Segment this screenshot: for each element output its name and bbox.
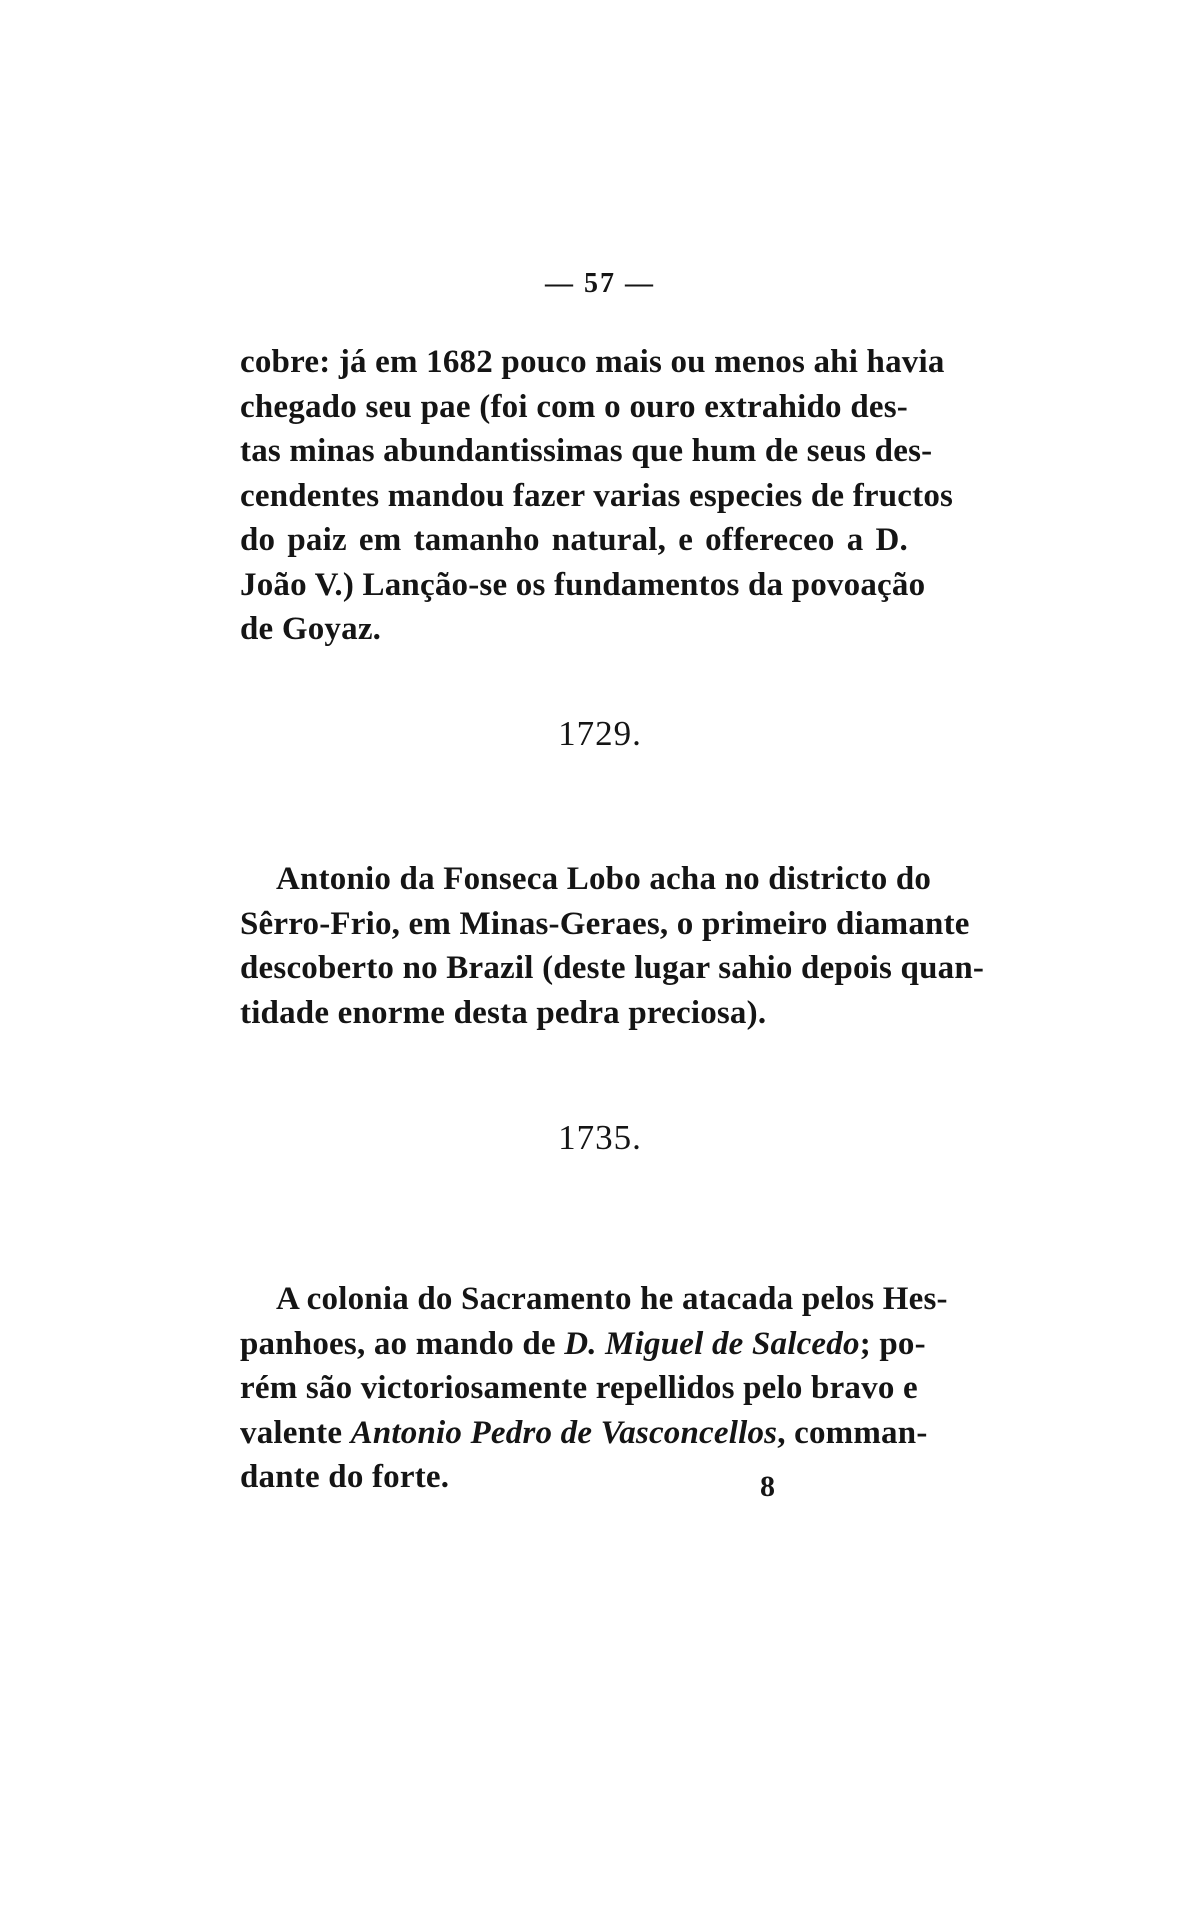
text-line: Antonio da Fonseca Lobo acha no districto do — [276, 861, 932, 897]
text-segment: panhoes, ao mando de — [240, 1325, 565, 1362]
text-line: dante do forte. — [240, 1459, 450, 1495]
paragraph-1735 — [240, 1277, 948, 1500]
year-heading-1735: 1735. — [558, 1118, 642, 1157]
text-line: cendentes mandou fazer varias especies de fructos — [240, 477, 954, 514]
person-name: Antonio Pedro de Vasconcellos — [350, 1414, 778, 1451]
person-name: D. Miguel de Salcedo — [564, 1325, 860, 1362]
text-line: tidade enorme desta pedra preciosa). — [240, 994, 767, 1031]
text-line: Sêrro-Frio, em Minas-Geraes, o primeiro diamante — [240, 905, 970, 942]
text-line: do paiz em tamanho natural, e offereceo a D. — [240, 522, 908, 558]
text-segment: , comman- — [777, 1414, 928, 1451]
text-line: A colonia do Sacramento he atacada pelos Hes- — [276, 1281, 948, 1317]
text-segment: ; po- — [859, 1325, 926, 1362]
text-line — [240, 1411, 928, 1456]
text-line: de Goyaz. — [240, 611, 382, 647]
text-line: chegado seu pae (foi com o ouro extrahido des- — [240, 388, 908, 425]
text-line — [240, 1322, 926, 1367]
year-heading-1729: 1729. — [558, 714, 642, 753]
page-number: — 57 — — [545, 268, 655, 299]
text-line: João V.) Lanção-se os fundamentos da povoação — [240, 566, 926, 603]
signature-mark: 8 — [760, 1470, 775, 1503]
text-line: cobre: já em 1682 pouco mais ou menos ahi havia — [240, 344, 945, 380]
paragraph-1729 — [240, 857, 985, 1035]
intro-paragraph — [240, 340, 954, 652]
text-line: descoberto no Brazil (deste lugar sahio depois quan- — [240, 950, 985, 986]
text-line: rém são victoriosamente repellidos pelo bravo e — [240, 1370, 918, 1406]
text-line: tas minas abundantissimas que hum de seus des- — [240, 433, 933, 469]
text-segment: valente — [240, 1414, 351, 1451]
